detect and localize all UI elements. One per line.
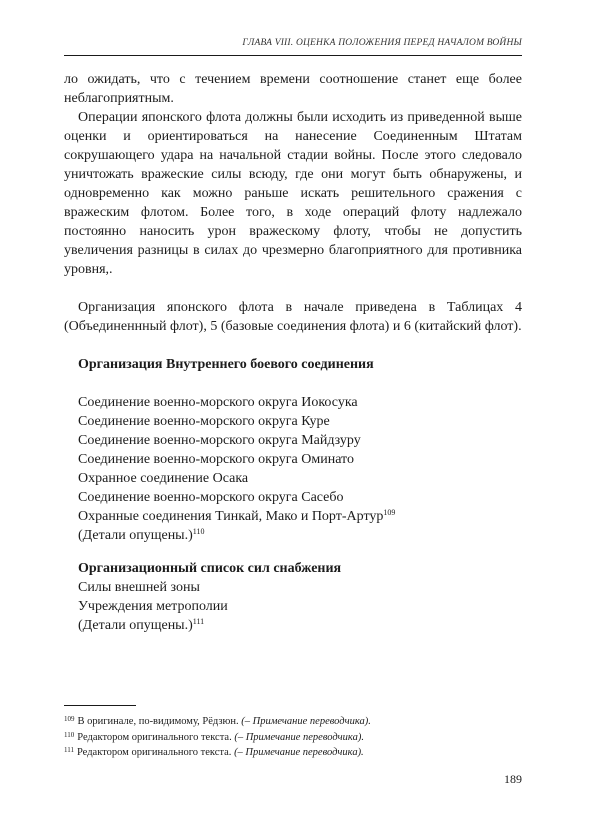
- list-item-text: Соединение военно-морского округа Куре: [78, 414, 330, 429]
- footnote-number: 109: [64, 715, 75, 723]
- list-item: [78, 526, 522, 545]
- footnote-number: 110: [64, 730, 75, 739]
- list-item-text: Соединение военно-морского округа Иокосука: [78, 395, 358, 410]
- list-item: [78, 597, 522, 616]
- paragraph-organization: Организация японского флота в начале приведена в Таблицах 4 (Объединеннный флот), 5 (базовые соединения флота) и 6 (китайский флот).: [64, 300, 522, 334]
- list-item-text: Охранные соединения Тинкай, Мако и Порт-Артур: [78, 509, 384, 524]
- body-text: [64, 70, 522, 635]
- footnote-111: [64, 744, 522, 760]
- list-item-text: Соединение военно-морского округа Сасебо: [78, 490, 344, 505]
- section-heading-supply: Организационный список сил снабжения: [78, 561, 342, 576]
- footnotes: [64, 713, 522, 760]
- inner-force-list: [64, 393, 522, 545]
- list-item-text: Соединение военно-морского округа Оминато: [78, 452, 354, 467]
- list-item: [78, 488, 522, 507]
- footnote-109: [64, 713, 522, 729]
- list-item: [78, 507, 522, 526]
- list-item: [78, 578, 522, 597]
- paragraph-operations: Операции японского флота должны были исходить из приведенной выше оценки и ориентироваться на нанесение Соединенным Штатам сокрушающего удара на начальной стадии войны. После этого следовало уничтожать вражеские силы всюду, где они могут быть обнаружены, и одновременно как можно раньше искать решительного сражения с вражеским флотом. Более того, в ходе операций флоту надлежало постоянно наносить урон вражескому флоту, чтобы не допустить увеличения разницы в силах до чрезмерно благоприятного для противника уровня,.: [64, 110, 522, 277]
- spacer: [64, 336, 522, 355]
- section-heading-inner-force: Организация Внутреннего боевого соединения: [78, 357, 374, 372]
- header-rule: [64, 55, 522, 56]
- list-item: [78, 431, 522, 450]
- list-item-text: (Детали опущены.): [78, 618, 193, 633]
- footnote-text: Редактором оригинального текста.: [77, 731, 235, 743]
- footnote-rule: [64, 705, 136, 706]
- list-item-text: (Детали опущены.): [78, 528, 193, 543]
- spacer: [64, 545, 522, 559]
- footnote-text: Редактором оригинального текста.: [76, 747, 235, 758]
- footnote-text: В оригинале, по-видимому, Рёдзюн.: [77, 716, 242, 727]
- footnote-ref[interactable]: 110: [192, 527, 205, 536]
- footnote-110: [64, 729, 522, 745]
- spacer: [64, 279, 522, 298]
- list-item: [78, 450, 522, 469]
- list-item-text: Соединение военно-морского округа Майдзуру: [78, 433, 361, 448]
- running-head: ГЛАВА VIII. ОЦЕНКА ПОЛОЖЕНИЯ ПЕРЕД НАЧАЛОМ ВОЙНЫ: [242, 38, 522, 48]
- spacer: [64, 374, 522, 393]
- list-item: [78, 616, 522, 635]
- footnote-ref[interactable]: 109: [383, 508, 396, 517]
- supply-list: [64, 578, 522, 635]
- list-item: [78, 393, 522, 412]
- page-number: 189: [504, 772, 522, 786]
- paragraph-continuation: ло ожидать, что с течением времени соотношение станет еще более неблагоприятным.: [64, 72, 522, 106]
- list-item: [78, 469, 522, 488]
- footnote-number: 111: [64, 746, 74, 754]
- list-item: [78, 412, 522, 431]
- footnote-note: (– Примечание переводчика).: [241, 716, 371, 727]
- list-item-text: Силы внешней зоны: [78, 580, 200, 595]
- list-item-text: Учреждения метрополии: [78, 599, 228, 614]
- footnote-note: (– Примечание переводчика).: [234, 731, 364, 743]
- footnote-note: (– Примечание переводчика).: [234, 747, 364, 758]
- footnote-ref[interactable]: 111: [192, 617, 205, 626]
- list-item-text: Охранное соединение Осака: [78, 471, 249, 486]
